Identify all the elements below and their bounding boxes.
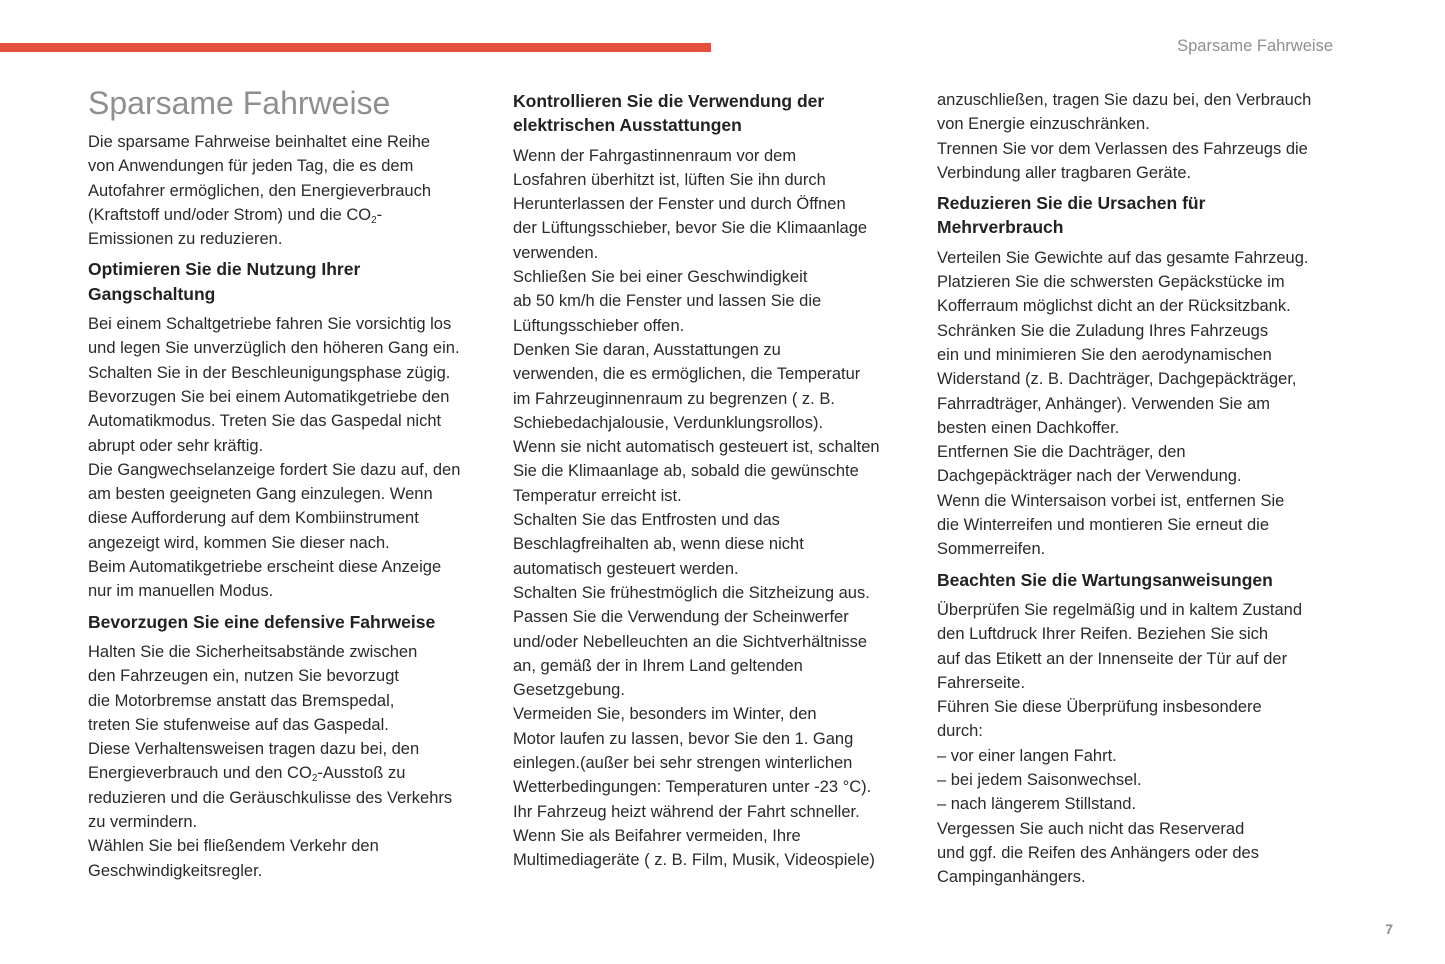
intro-paragraph [88,130,488,251]
text-line: durch: [937,722,983,741]
text-line: Multimediageräte ( z. B. Film, Musik, Videospiele) [513,851,875,870]
text-line: zu vermindern. [88,813,198,832]
text-line: Entfernen Sie die Dachträger, den [937,443,1186,462]
column-2 [513,84,913,873]
section-heading-wartung [937,568,1337,592]
text-line: Ihr Fahrzeug heizt während der Fahrt schneller. [513,802,860,821]
text-line: Emissionen zu reduzieren. [88,230,283,249]
text-line: besten einen Dachkoffer. [937,418,1120,437]
text-line: Führen Sie diese Überprüfung insbesondere [937,698,1262,717]
text-line: Schalten Sie in der Beschleunigungsphase zügig. [88,363,451,382]
paragraph-fahrweise [88,640,488,883]
section-heading-fahrweise [88,610,488,634]
text-line: von Energie einzuschränken. [937,115,1150,134]
text-line: ab 50 km/h die Fenster und lassen Sie die [513,292,822,311]
text-fragment: (Kraftstoff und/oder Strom) und die CO [88,205,372,224]
text-line: Wenn der Fahrgastinnenraum vor dem [513,146,797,165]
heading-line: Bevorzugen Sie eine defensive Fahrweise [88,611,436,632]
text-line: den Luftdruck Ihrer Reifen. Beziehen Sie sich [937,625,1269,644]
text-line: treten Sie stufenweise auf das Gaspedal. [88,715,389,734]
text-line: Fahrradträger, Anhänger). Verwenden Sie am [937,394,1270,413]
text-fragment: Energieverbrauch und den CO [88,764,312,783]
text-line: diese Aufforderung auf dem Kombiinstrument [88,509,419,528]
text-line: Temperatur erreicht ist. [513,486,682,505]
text-line: auf das Etikett an der Innenseite der Tür auf der [937,649,1288,668]
text-line: Passen Sie die Verwendung der Scheinwerfer [513,608,849,627]
text-line: Die sparsame Fahrweise beinhaltet eine Reihe [88,133,431,151]
text-line: Vermeiden Sie, besonders im Winter, den [513,705,817,724]
text-line: nur im manuellen Modus. [88,582,274,601]
paragraph-gangschaltung [88,312,488,604]
text-line: Schließen Sie bei einer Geschwindigkeit [513,268,808,287]
text-line: Denken Sie daran, Ausstattungen zu [513,340,781,359]
text-line: Autofahrer ermöglichen, den Energieverbrauch [88,181,432,200]
text-fragment: -Ausstoß zu [317,764,406,783]
page-title: Sparsame Fahrweise [88,85,391,121]
list-item: – vor einer langen Fahrt. [937,746,1117,765]
text-line: Verteilen Sie Gewichte auf das gesamte Fahrzeug. [937,248,1309,267]
list-item: – bei jedem Saisonwechsel. [937,771,1142,790]
page-number: 7 [1385,921,1393,937]
column-1 [88,84,488,883]
text-line: Fahrerseite. [937,673,1026,692]
text-line: Vergessen Sie auch nicht das Reserverad [937,819,1245,838]
text-line: Bei einem Schaltgetriebe fahren Sie vorsichtig los [88,315,452,334]
text-line: anzuschließen, tragen Sie dazu bei, den Verbrauch [937,91,1312,109]
text-line: Widerstand (z. B. Dachträger, Dachgepäckträger, [937,370,1297,389]
text-line: Automatikmodus. Treten Sie das Gaspedal nicht [88,412,442,431]
text-line: Beschlagfreihalten ab, wenn diese nicht [513,535,804,554]
text-line: den Fahrzeugen ein, nutzen Sie bevorzugt [88,667,399,686]
text-line: ein und minimieren Sie den aerodynamischen [937,345,1272,364]
text-line: angezeigt wird, kommen Sie dieser nach. [88,533,390,552]
text-line: im Fahrzeuginnenraum zu begrenzen ( z. B. [513,389,835,408]
text-line: Bevorzugen Sie bei einem Automatikgetriebe den [88,387,450,406]
paragraph-mehrverbrauch [937,246,1337,562]
text-line: Sie die Klimaanlage ab, sobald die gewünschte [513,462,859,481]
accent-bar [0,43,711,52]
text-line: Trennen Sie vor dem Verlassen des Fahrzeugs die [937,139,1308,158]
heading-line: Mehrverbrauch [937,217,1064,238]
text-line: und ggf. die Reifen des Anhängers oder des [937,843,1259,862]
subscript: 2 [311,773,318,785]
text-line: am besten geeigneten Gang einzulegen. Wenn [88,485,433,504]
section-heading-gangschaltung [88,257,488,306]
paragraph-ausstattungen [513,144,913,873]
text-line: abrupt oder sehr kräftig. [88,436,264,455]
heading-line: elektrischen Ausstattungen [513,115,742,136]
text-line: Losfahren überhitzt ist, lüften Sie ihn durch [513,170,826,189]
heading-line: Reduzieren Sie die Ursachen für [937,193,1206,214]
text-line: Wenn sie nicht automatisch gesteuert ist, schalten [513,438,880,457]
text-line: verwenden, die es ermöglichen, die Temperatur [513,365,861,384]
heading-line: Gangschaltung [88,283,216,304]
text-line: Wenn Sie als Beifahrer vermeiden, Ihre [513,826,801,845]
text-line: einlegen.(außer bei sehr strengen winterlichen [513,754,853,773]
text-line: Diese Verhaltensweisen tragen dazu bei, den [88,740,420,759]
heading-line: Kontrollieren Sie die Verwendung der [513,91,825,111]
text-line: Herunterlassen der Fenster und durch Öffnen [513,195,846,214]
text-line: Schalten Sie frühestmöglich die Sitzheizung aus. [513,583,870,602]
text-line: Gesetzgebung. [513,681,625,700]
text-line: von Anwendungen für jeden Tag, die es dem [88,157,414,176]
text-line: Verbindung aller tragbaren Geräte. [937,163,1192,182]
text-line: automatisch gesteuert werden. [513,559,739,578]
paragraph-wartung [937,598,1337,890]
paragraph-continuation [937,88,1337,185]
text-line: Kofferraum möglichst dicht an der Rücksitzbank. [937,297,1291,316]
section-heading-ausstattungen [513,89,913,138]
text-line: Platzieren Sie die schwersten Gepäckstücke im [937,273,1285,292]
text-line: und/oder Nebelleuchten an die Sichtverhältnisse [513,632,868,651]
text-line: Dachgepäckträger nach der Verwendung. [937,467,1242,486]
section-heading-mehrverbrauch [937,191,1337,240]
text-line: Campinganhängers. [937,868,1086,887]
text-line [88,761,488,785]
text-fragment: - [376,205,383,224]
text-line: Die Gangwechselanzeige fordert Sie dazu auf, den [88,460,461,479]
text-line: an, gemäß der in Ihrem Land geltenden [513,656,803,675]
heading-line: Optimieren Sie die Nutzung Ihrer [88,259,361,280]
text-line: Schalten Sie das Entfrosten und das [513,511,780,530]
text-line: Geschwindigkeitsregler. [88,861,263,880]
text-line: verwenden. [513,243,599,262]
text-line: Überprüfen Sie regelmäßig und in kaltem Zustand [937,600,1303,619]
text-line: die Winterreifen und montieren Sie erneut die [937,516,1270,535]
text-line: Wählen Sie bei fließendem Verkehr den [88,837,379,856]
subscript: 2 [371,214,377,226]
heading-line: Beachten Sie die Wartungsanweisungen [937,569,1273,590]
text-line: Sommerreifen. [937,540,1046,559]
running-header: Sparsame Fahrweise [1177,37,1333,55]
text-line: der Lüftungsschieber, bevor Sie die Klimaanlage [513,219,868,238]
text-line: Halten Sie die Sicherheitsabstände zwischen [88,642,418,661]
text-line: Lüftungsschieber offen. [513,316,685,335]
list-item: – nach längerem Stillstand. [937,795,1137,814]
column-3 [937,84,1337,890]
text-line [88,203,488,227]
text-line: reduzieren und die Geräuschkulisse des Verkehrs [88,788,453,807]
text-line: Beim Automatikgetriebe erscheint diese Anzeige [88,558,442,577]
text-line: Schiebedachjalousie, Verdunklungsrollos). [513,413,824,432]
text-line: und legen Sie unverzüglich den höheren Gang ein. [88,339,460,358]
text-line: die Motorbremse anstatt das Bremspedal, [88,691,395,710]
text-line: Wenn die Wintersaison vorbei ist, entfernen Sie [937,491,1285,510]
text-line: Wetterbedingungen: Temperaturen unter -23 °C). [513,778,872,797]
text-line: Schränken Sie die Zuladung Ihres Fahrzeugs [937,321,1269,340]
text-line: Motor laufen zu lassen, bevor Sie den 1. Gang [513,729,854,748]
